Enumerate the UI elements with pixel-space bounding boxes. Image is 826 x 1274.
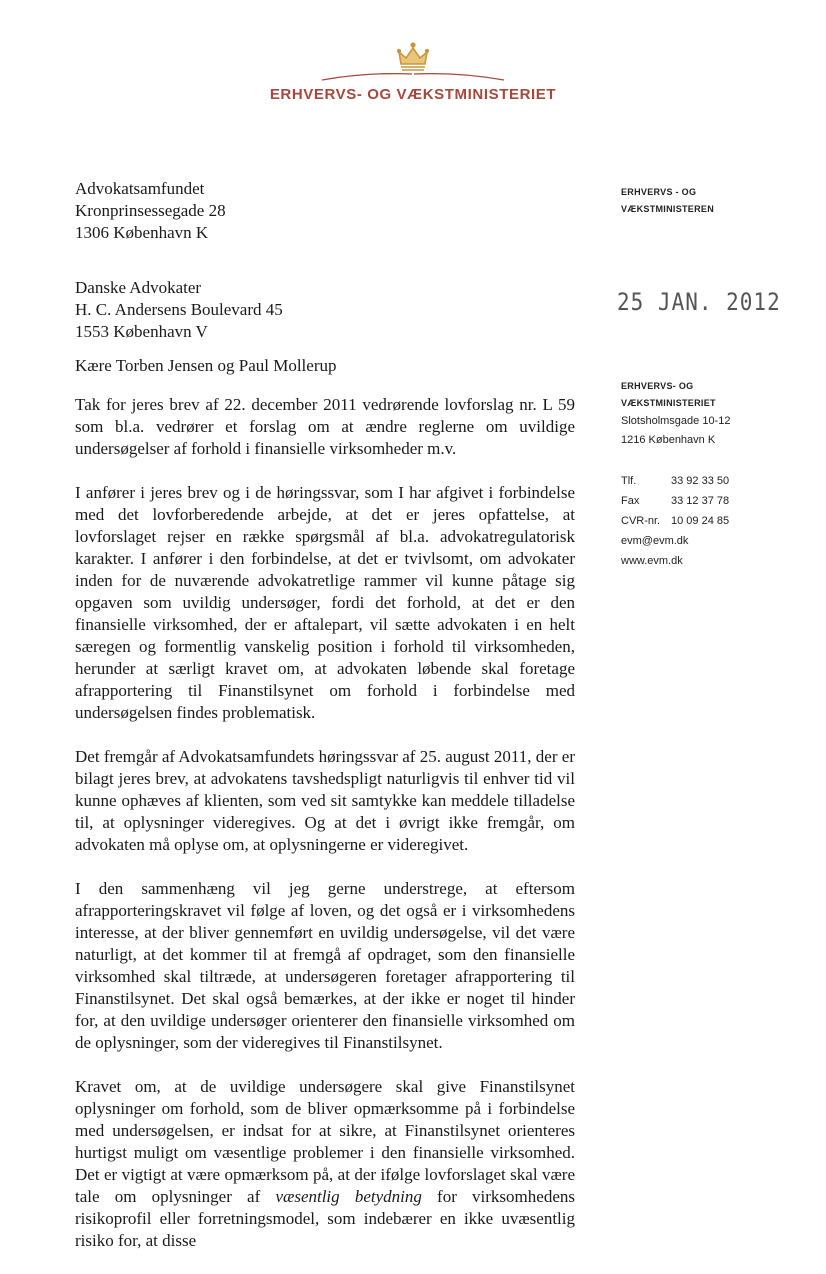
letterhead-rule-right bbox=[414, 72, 504, 82]
recipient-address bbox=[75, 277, 283, 343]
sender-line: VÆKSTMINISTEREN bbox=[621, 204, 715, 214]
contact-row bbox=[621, 475, 729, 495]
sender-line: ERHVERVS - OG bbox=[621, 187, 697, 197]
paragraph-text: for virksomhedens risikoprofil eller forretningsmodel, som indebærer en ikke uvæsentlig risiko for, at disse bbox=[75, 1187, 575, 1250]
paragraph-text: Kravet om, at de uvildige undersøgere skal give Finanstilsynet oplysninger om forhold, som de bliver opmærksomme på i forbindelse med undersøgelsen, er indsat for at sikre, at Finanstilsynet orienteres hurtigst muligt om væsentlige problemer i den finansielle virksomhed. Det er vigtigt at være opmærksom på, at der ifølge lovforslaget skal være tale om oplysninger af bbox=[75, 1077, 575, 1206]
body-paragraph: Det fremgår af Advokatsamfundets høringssvar af 25. august 2011, der er bilagt jeres brev, at advokatens tavshedspligt naturligvis til enhver tid vil kunne ophæves af klienten, som ved sit samtykke kan meddele tilladelse til, at oplysninger videregives. Og at det i øvrigt ikke fremgår, om advokaten må oplyse om, at oplysningerne er videregivet. bbox=[75, 747, 575, 854]
contact-block bbox=[621, 475, 729, 575]
contact-label: Fax bbox=[621, 495, 640, 507]
body-paragraph bbox=[75, 1076, 575, 1252]
emphasis-text: væsentlig betydning bbox=[275, 1187, 422, 1206]
contact-value: 10 09 24 85 bbox=[671, 515, 730, 527]
body-paragraph: Tak for jeres brev af 22. december 2011 vedrørende lovforslag nr. L 59 som bl.a. vedrører et forslag om at ændre reglerne om uvildige undersøgelser af forhold i finansielle virksomheder m.v. bbox=[75, 395, 575, 458]
org-line: VÆKSTMINISTERIET bbox=[621, 398, 716, 408]
email-text: evm@evm.dk bbox=[621, 535, 689, 547]
recipient-city: 1306 København K bbox=[75, 223, 209, 242]
body-paragraph: I anfører i jeres brev og i de høringssvar, som I har afgivet i forbindelse med det lovforberedende arbejde, at det er jeres opfattelse, at lovforslaget rejser en række spørgsmål af bl.a. advokatregulatorisk karakter. I anfører i den forbindelse, at det er tvivlsomt, om advokater inden for de nuværende advokatretlige rammer vil kunne påtage sig opgaven som uvildig undersøger, fordi det forhold, at det er den finansielle virksomhed, der er aftalepart, vil sætte advokaten i en helt særegen og formentlig vanskelig position i forhold til virksomheden, herunder at særligt kravet om, at advokaten løbende skal foretage afrapportering til Finanstilsynet om forhold i forbindelse med undersøgelsen findes problematisk. bbox=[75, 483, 575, 722]
contact-label: Tlf. bbox=[621, 475, 637, 487]
contact-value: 33 12 37 78 bbox=[671, 495, 730, 507]
org-line: ERHVERVS- OG bbox=[621, 381, 694, 391]
org-city: 1216 København K bbox=[621, 434, 716, 446]
recipient-address bbox=[75, 178, 226, 244]
body-paragraph: I den sammenhæng vil jeg gerne understrege, at eftersom afrapporteringskravet vil følge af loven, og det også er i virksomhedens interesse, at der bliver gennemført en uvildig undersøgelse, vil det være naturligt, at det kommer til at fremgå af opdraget, som den finansielle virksomhed skal tiltræde, at undersøgeren foretager afrapportering til Finanstilsynet. Det skal også bemærkes, at der ikke er noget til hinder for, at den uvildige undersøger orienterer den finansielle virksomhed om de oplysninger, som der videregives til Finanstilsynet. bbox=[75, 879, 575, 1052]
recipient-name: Advokatsamfundet bbox=[75, 179, 205, 198]
contact-value: 33 92 33 50 bbox=[671, 475, 730, 487]
contact-row bbox=[621, 515, 729, 535]
recipient-street: Kronprinsessegade 28 bbox=[75, 201, 226, 220]
letterhead-rule-left bbox=[322, 72, 412, 82]
crown-icon bbox=[393, 42, 433, 74]
org-address-block bbox=[621, 378, 730, 450]
sender-block bbox=[621, 184, 714, 218]
letter-body bbox=[75, 394, 575, 1274]
recipient-city: 1553 København V bbox=[75, 322, 208, 341]
website-text: www.evm.dk bbox=[621, 555, 683, 567]
contact-row bbox=[621, 495, 729, 515]
org-street: Slotsholmsgade 10-12 bbox=[621, 415, 731, 427]
recipient-street: H. C. Andersens Boulevard 45 bbox=[75, 300, 283, 319]
date-stamp: 25 JAN. 2012 bbox=[617, 288, 781, 316]
contact-label: CVR-nr. bbox=[621, 515, 661, 527]
salutation: Kære Torben Jensen og Paul Mollerup bbox=[75, 356, 337, 375]
recipient-name: Danske Advokater bbox=[75, 278, 202, 297]
ministry-title: ERHVERVS- OG VÆKSTMINISTERIET bbox=[269, 86, 557, 103]
